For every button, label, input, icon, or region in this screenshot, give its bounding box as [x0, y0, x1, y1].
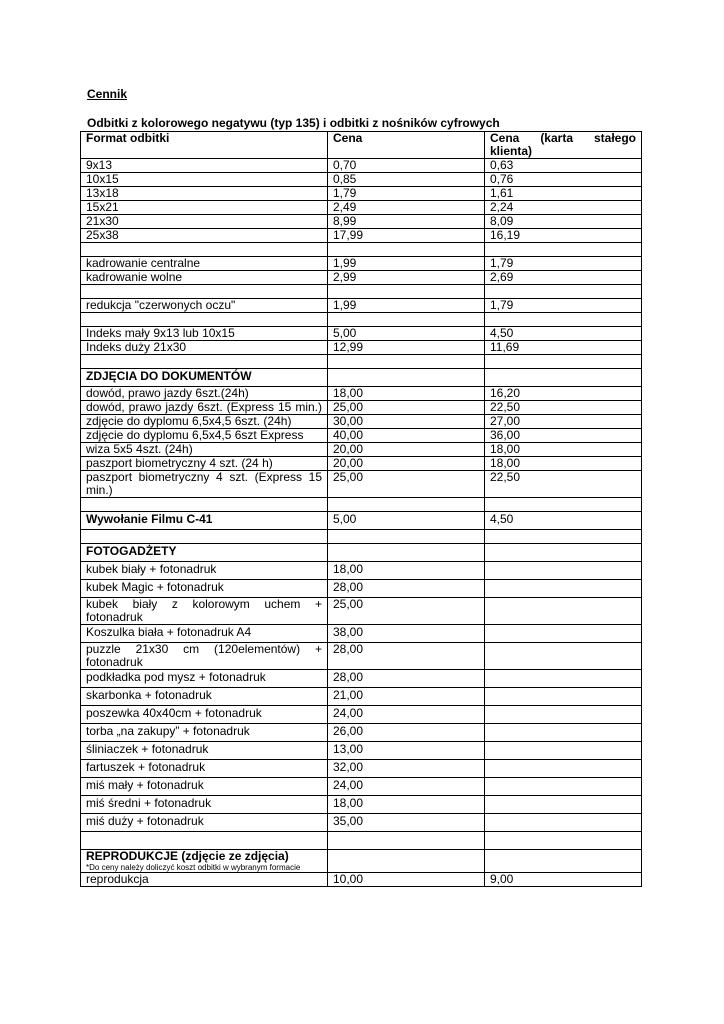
- page-title: Cennik: [87, 87, 128, 101]
- table-row: miś średni + fotonadruk 18,00: [81, 796, 642, 814]
- table-row: miś duży + fotonadruk 35,00: [81, 814, 642, 832]
- film-label: Wywołanie Filmu C-41: [81, 512, 328, 530]
- blank-row: [81, 313, 642, 327]
- table-row: 13x18 1,79 1,61: [81, 187, 642, 201]
- table-row: paszport biometryczny 4 szt. (24 h) 20,00 18,00: [81, 457, 642, 471]
- table-row: Koszulka biała + fotonadruk A4 38,00: [81, 625, 642, 643]
- price-table: [80, 131, 642, 887]
- table-row: kadrowanie centralne 1,99 1,79: [81, 257, 642, 271]
- table-row: torba „na zakupy” + fotonadruk 26,00: [81, 724, 642, 742]
- documents-heading: ZDJĘCIA DO DOKUMENTÓW: [81, 369, 328, 387]
- blank-row: [81, 243, 642, 257]
- table-row: 15x21 2,49 2,24: [81, 201, 642, 215]
- blank-row: [81, 832, 642, 850]
- table-row: paszport biometryczny 4 szt. (Express 15 min.) 25,00 22,50: [81, 471, 642, 498]
- table-row: redukcja "czerwonych oczu" 1,99 1,79: [81, 299, 642, 313]
- reproduction-note: *Do ceny należy doliczyć koszt odbitki w wybranym formacie: [86, 863, 301, 872]
- blank-row: [81, 530, 642, 544]
- table-row: wiza 5x5 4szt. (24h) 20,00 18,00: [81, 443, 642, 457]
- table-row: poszewka 40x40cm + fotonadruk 24,00: [81, 706, 642, 724]
- table-row: reprodukcja 10,00 9,00: [81, 873, 642, 887]
- reproduction-heading: REPRODUKCJE (zdjęcie ze zdjęcia): [86, 849, 289, 863]
- table-row: Wywołanie Filmu C-41 5,00 4,50: [81, 512, 642, 530]
- table-row: puzzle 21x30 cm (120elementów) + fotonadruk 28,00: [81, 643, 642, 670]
- table-row: 21x30 8,99 8,09: [81, 215, 642, 229]
- table-row: Indeks duży 21x30 12,99 11,69: [81, 341, 642, 355]
- table-row: kubek Magic + fotonadruk 28,00: [81, 580, 642, 598]
- table-row: podkładka pod mysz + fotonadruk 28,00: [81, 670, 642, 688]
- table-header-row: [81, 132, 642, 159]
- blank-row: [81, 355, 642, 369]
- table-row: zdjęcie do dyplomu 6,5x4,5 6szt Express 40,00 36,00: [81, 429, 642, 443]
- blank-row: [81, 285, 642, 299]
- table-row: fartuszek + fotonadruk 32,00: [81, 760, 642, 778]
- reproduction-heading-cell: [81, 850, 328, 873]
- section-heading-row: [81, 544, 642, 562]
- header-price: Cena: [328, 132, 485, 159]
- table-row: 10x15 0,85 0,76: [81, 173, 642, 187]
- table-row: Indeks mały 9x13 lub 10x15 5,00 4,50: [81, 327, 642, 341]
- table-row: 9x13 0,70 0,63: [81, 159, 642, 173]
- table-row: miś mały + fotonadruk 24,00: [81, 778, 642, 796]
- section-subtitle: Odbitki z kolorowego negatywu (typ 135) i odbitki z nośników cyfrowych: [87, 116, 500, 130]
- section-heading-row: [81, 850, 642, 873]
- table-row: 25x38 17,99 16,19: [81, 229, 642, 243]
- table-row: dowód, prawo jazdy 6szt. (Express 15 min.) 25,00 22,50: [81, 401, 642, 415]
- table-row: śliniaczek + fotonadruk 13,00: [81, 742, 642, 760]
- header-format: Format odbitki: [81, 132, 328, 159]
- table-row: kadrowanie wolne 2,99 2,69: [81, 271, 642, 285]
- gadgets-heading: FOTOGADŻETY: [81, 544, 328, 562]
- table-row: dowód, prawo jazdy 6szt.(24h) 18,00 16,20: [81, 387, 642, 401]
- table-row: kubek biały + fotonadruk 18,00: [81, 562, 642, 580]
- header-card-price: Cena (karta stałego klienta): [485, 132, 642, 159]
- table-row: skarbonka + fotonadruk 21,00: [81, 688, 642, 706]
- section-heading-row: [81, 369, 642, 387]
- table-row: kubek biały z kolorowym uchem + fotonadruk 25,00: [81, 598, 642, 625]
- blank-row: [81, 498, 642, 512]
- table-row: zdjęcie do dyplomu 6,5x4,5 6szt. (24h) 30,00 27,00: [81, 415, 642, 429]
